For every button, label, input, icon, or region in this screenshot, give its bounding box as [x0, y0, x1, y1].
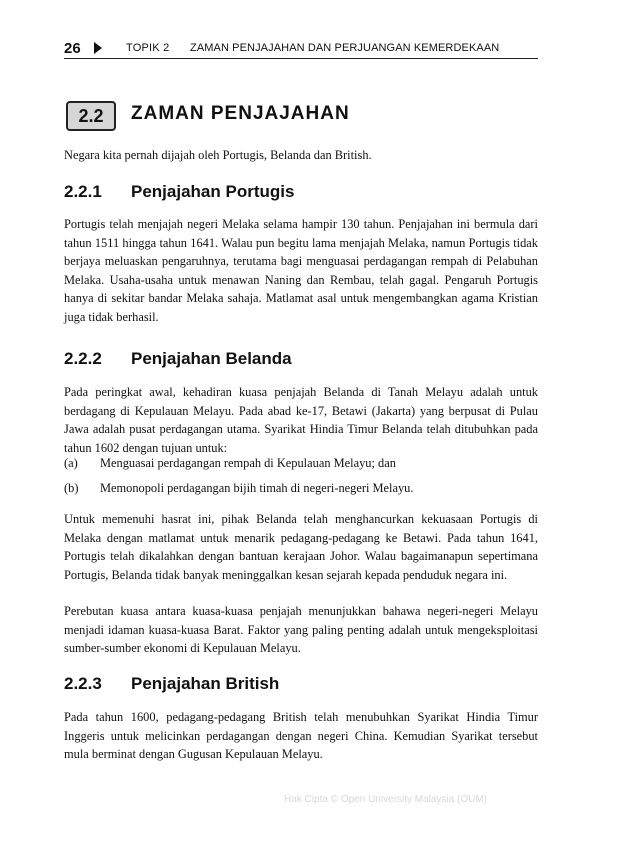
subsection-number: 2.2.2	[64, 349, 102, 368]
play-arrow-icon	[94, 42, 102, 54]
list-item	[64, 479, 538, 498]
paragraph-belanda-2: Untuk memenuhi hasrat ini, pihak Belanda telah menghancurkan kekuasaan Portugis di Melaka dengan matlamat untuk menarik pedagang-pedagang ke Betawi. Pada tahun 1641, Portugis telah dikalahkan dengan bantuan kerajaan Johor. Walau bagaimanapun sepertimana Portugis, Belanda tidak banyak meninggalkan kesan sejarah kepada penduduk negara ini.	[64, 512, 538, 582]
subsection-title: Penjajahan Belanda	[131, 349, 292, 368]
copyright-footer: Hak Cipta © Open University Malaysia (OUM)	[284, 794, 487, 805]
subsection-title: Penjajahan Portugis	[131, 182, 295, 201]
paragraph-british: Pada tahun 1600, pedagang-pedagang British telah menubuhkan Syarikat Hindia Timur Inggeris untuk melicinkan perdagangan dengan negeri China. Kemudian Syarikat tersebut mula berminat dengan Gugusan Kepulauan Melayu.	[64, 710, 538, 762]
subsection-heading-portugis	[64, 182, 294, 202]
section-number-badge: 2.2	[66, 101, 116, 131]
paragraph-belanda-1: Pada peringkat awal, kehadiran kuasa penjajah Belanda di Tanah Melayu adalah untuk berdagang di Kepulauan Melayu. Pada abad ke-17, Betawi (Jakarta) yang berpusat di Pulau Jawa adalah pusat perdagangan utama. Syarikat Hindia Timur Belanda telah ditubuhkan pada tahun 1602 dengan tujuan untuk:	[64, 385, 538, 455]
subsection-heading-british	[64, 674, 279, 694]
list-item-label: (a)	[64, 456, 78, 470]
subsection-number: 2.2.3	[64, 674, 102, 693]
page-number: 26	[64, 40, 81, 57]
running-header	[64, 38, 538, 59]
subsection-number: 2.2.1	[64, 182, 102, 201]
section-intro: Negara kita pernah dijajah oleh Portugis, Belanda dan British.	[64, 148, 372, 162]
topic-title: ZAMAN PENJAJAHAN DAN PERJUANGAN KEMERDEKAAN	[190, 42, 500, 54]
list-item-text: Menguasai perdagangan rempah di Kepulauan Melayu; dan	[100, 456, 396, 470]
subsection-heading-belanda	[64, 349, 292, 369]
list-item	[64, 454, 538, 473]
subsection-title: Penjajahan British	[131, 674, 280, 693]
list-item-text: Memonopoli perdagangan bijih timah di negeri-negeri Melayu.	[100, 481, 414, 495]
section-title: ZAMAN PENJAJAHAN	[131, 103, 350, 124]
list-item-label: (b)	[64, 481, 79, 495]
paragraph-belanda-3: Perebutan kuasa antara kuasa-kuasa penjajah menunjukkan bahawa negeri-negeri Melayu menjadi idaman kuasa-kuasa Barat. Faktor yang paling penting adalah untuk mengeksploitasi sumber-sumber ekonomi di Kepulauan Melayu.	[64, 604, 538, 656]
topic-label: TOPIK 2	[126, 42, 170, 54]
paragraph-portugis: Portugis telah menjajah negeri Melaka selama hampir 130 tahun. Penjajahan ini bermula dari tahun 1511 hingga tahun 1641. Walau pun begitu lama menjajah Melaka, namun Portugis tidak berjaya meluaskan pengaruhnya, terutama bagi menguasai perdagangan rempah di Pelabuhan Melaka. Usaha-usaha untuk menawan Naning dan Rembau, telah gagal. Pengaruh Portugis hanya di sekitar bandar Melaka sahaja. Matlamat asal untuk mengembangkan agama Kristian juga tidak berhasil.	[64, 217, 538, 324]
